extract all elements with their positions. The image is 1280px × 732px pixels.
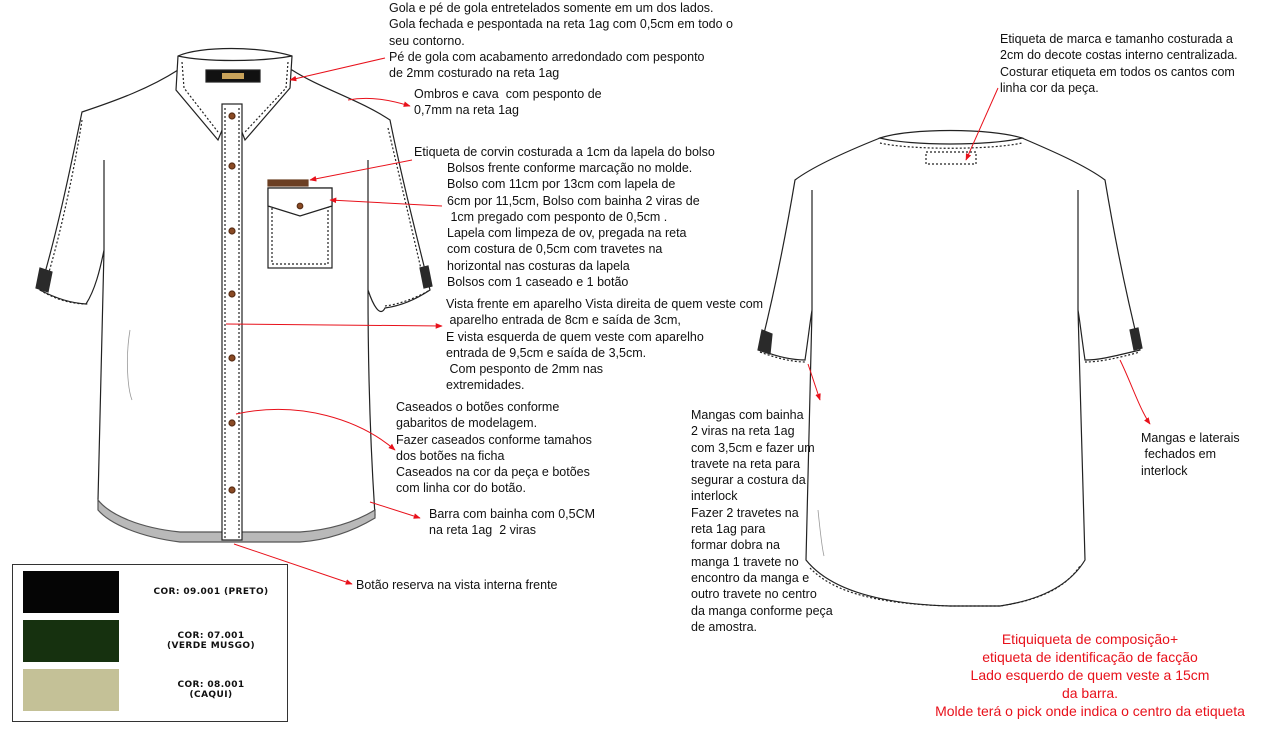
swatch-label-verde-musgo: COR: 07.001 (VERDE MUSGO) — [166, 631, 255, 651]
note-brand-label: Etiqueta de marca e tamanho costurada a 2cm do decote costas interno centralizada. Costurar etiqueta em todos os cantos com linha cor da peça. — [1000, 32, 1238, 95]
arrow-hem — [370, 502, 420, 518]
swatch-row-verde-musgo — [23, 620, 279, 662]
swatch-caqui — [23, 669, 119, 711]
swatch-label-caqui: COR: 08.001 (CAQUI) — [177, 680, 245, 700]
note-composition: Etiquiqueta de composição+ etiqueta de identificação de facção Lado esquerdo de quem veste a 15cm da barra. Molde terá o pick onde indica o centro da etiqueta — [935, 631, 1245, 719]
swatch-verde-musgo — [23, 620, 119, 662]
color-swatch-panel — [12, 564, 288, 722]
arrow-collar — [290, 58, 385, 80]
corvin-label — [268, 180, 308, 186]
arrow-sides — [1120, 360, 1150, 424]
note-shoulders: Ombros e cava com pesponto de 0,7mm na reta 1ag — [414, 87, 602, 118]
note-hem: Barra com bainha com 0,5CM na reta 1ag 2 viras — [429, 507, 596, 538]
note-placket: Vista frente em aparelho Vista direita de quem veste com aparelho entrada de 8cm e saída de 3cm, E vista esquerda de quem veste com aparelho entrada de 9,5cm e saída de 3,5cm. Com pesponto de 2mm nas extremidades. — [446, 297, 764, 393]
note-collar: Gola e pé de gola entretelados somente em um dos lados. Gola fechada e pespontada na reta 1ag com 0,5cm em todo o seu contorno. Pé de gola com acabamento arredondado com pesponto de 2mm costurado na reta 1ag — [389, 1, 733, 81]
note-pocket: Bolsos frente conforme marcação no molde. Bolso com 11cm por 13cm com lapela de 6cm por 11,5cm, Bolso com bainha 2 viras de 1cm pregado com pesponto de 0,5cm . Lapela com limpeza de ov, pregada na reta com costura de 0,5cm com travetes na horizontal nas costuras da lapela Bolsos com 1 caseado e 1 botão — [447, 161, 700, 290]
swatch-label-preto: COR: 09.001 (PRETO) — [153, 587, 269, 597]
swatch-preto — [23, 571, 119, 613]
note-sleeves: Mangas com bainha 2 viras na reta 1ag com 3,5cm e fazer um travete na reta para segurar a costura da interlock Fazer 2 travetes na reta 1ag para formar dobra na manga 1 travete no encontro da manga e outro travete no centro da manga conforme peça de amostra. — [691, 408, 833, 634]
note-buttonholes: Caseados o botões conforme gabaritos de modelagem. Fazer caseados conforme tamahos dos botões na ficha Caseados na cor da peça e botões com linha cor do botão. — [396, 400, 592, 496]
note-spare-button: Botão reserva na vista interna frente — [356, 578, 558, 592]
note-sides: Mangas e laterais fechados em interlock — [1141, 431, 1240, 478]
swatch-row-caqui — [23, 669, 279, 711]
swatch-row-preto — [23, 571, 279, 613]
note-pocket-label: Etiqueta de corvin costurada a 1cm da lapela do bolso — [414, 145, 715, 159]
front-shirt — [36, 49, 432, 543]
